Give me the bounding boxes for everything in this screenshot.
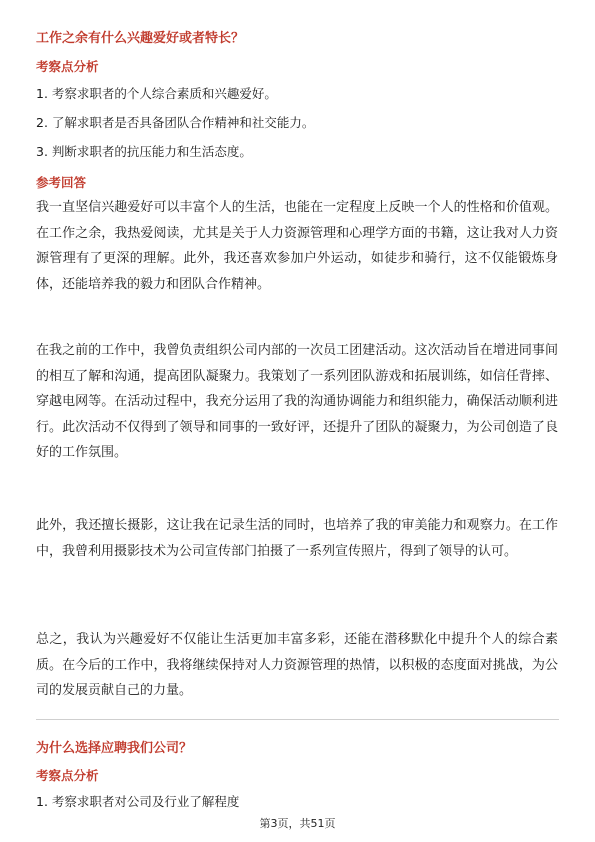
analysis-item: 1. 考察求职者的个人综合素质和兴趣爱好。 xyxy=(36,86,277,101)
answer-paragraph: 此外，我还擅长摄影，这让我在记录生活的同时，也培养了我的审美能力和观察力。在工作中，我曾利用摄影技术为公司宣传部门拍摄了一系列宣传照片，得到了领导的认可。 xyxy=(36,518,558,559)
analysis-item: 3. 判断求职者的抗压能力和生活态度。 xyxy=(36,144,252,159)
analysis-heading: 考察点分析 xyxy=(36,59,99,74)
page-number: 第3页，共51页 xyxy=(259,817,336,830)
section-divider xyxy=(36,719,559,720)
question-title: 为什么选择应聘我们公司？ xyxy=(36,741,193,756)
answer-paragraph: 总之，我认为兴趣爱好不仅能让生活更加丰富多彩，还能在潜移默化中提升个人的综合素质。在今后的工作中，我将继续保持对人力资源管理的热情，以积极的态度面对挑战，为公司的发展贡献自己的力量。 xyxy=(36,632,558,699)
answer-paragraph: 在我之前的工作中，我曾负责组织公司内部的一次员工团建活动。这次活动旨在增进同事间的相互了解和沟通，提高团队凝聚力。我策划了一系列团队游戏和拓展训练，如信任背摔、穿越电网等。在活动过程中，我充分运用了我的沟通协调能力和组织能力，确保活动顺利进行。此次活动不仅得到了领导和同事的一致好评，还提升了团队的凝聚力，为公司创造了良好的工作氛围。 xyxy=(36,343,558,461)
analysis-item: 2. 了解求职者是否具备团队合作精神和社交能力。 xyxy=(36,115,315,130)
answer-heading: 参考回答 xyxy=(36,175,87,190)
question-title: 工作之余有什么兴趣爱好或者特长？ xyxy=(36,31,245,46)
answer-paragraph: 我一直坚信兴趣爱好可以丰富个人的生活，也能在一定程度上反映一个人的性格和价值观。在工作之余，我热爱阅读，尤其是关于人力资源管理和心理学方面的书籍，这让我对人力资源管理有了更深的理解。此外，我还喜欢参加户外运动，如徒步和骑行，这不仅能锻炼身体，还能培养我的毅力和团队合作精神。 xyxy=(36,200,558,292)
analysis-heading: 考察点分析 xyxy=(36,768,99,783)
analysis-item: 1. 考察求职者对公司及行业了解程度 xyxy=(36,794,240,809)
